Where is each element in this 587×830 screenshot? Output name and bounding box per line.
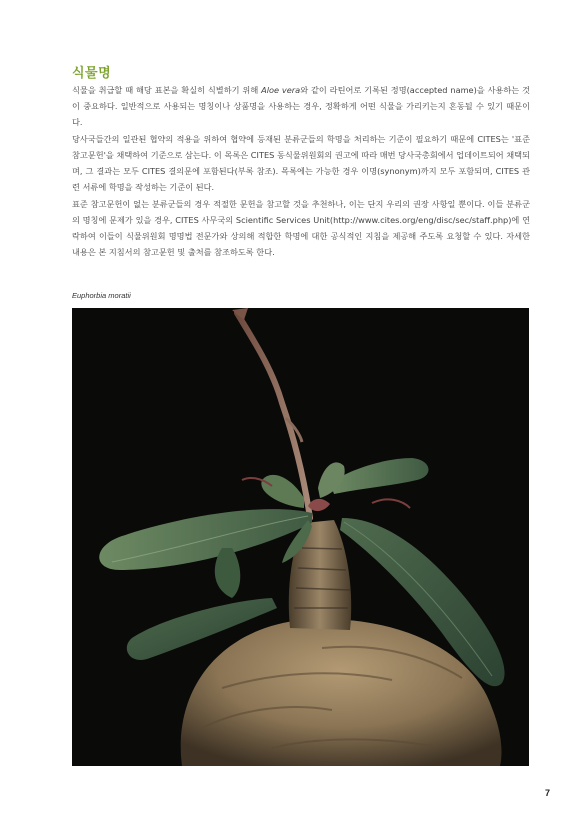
euphorbia-moratii-photo bbox=[72, 308, 529, 766]
paragraph-2: 당사국들간의 일관된 협약의 적용을 위하여 협약에 등재된 분류군들의 학명을 처리하는 기준이 필요하기 때문에 CITES는 '표준 참고문헌'을 채택하여 기준으로 삼는다. 이 목록은 CITES 동식물위원회의 권고에 따라 매번 당사국총회에서 업데이트되어 채택되며, 그 결과는 모두 CITES 결의문에 포함된다(부록 참조). 목록에는 가능한 경우 이명(synonym)까지 모두 포함되며, CITES 관련 서류에 학명을 작성하는 기준이 된다. bbox=[72, 134, 530, 192]
paragraph-1-end: 와 같이 라틴어로 기록된 정명(accepted name)을 사용하는 것이 중요하다. 일반적으로 사용되는 명칭이나 상품명을 사용하는 경우, 정확하게 어떤 식물을 가리키는지 혼동될 수 있기 때문이다. bbox=[72, 85, 530, 127]
photo-caption: Euphorbia moratii bbox=[72, 291, 131, 300]
paragraph-1-italic-name: Aloe vera bbox=[261, 85, 301, 95]
section-heading: 식물명 bbox=[72, 66, 112, 81]
paragraph-1-start: 식물을 취급할 때 해당 표본을 확실히 식별하기 위해 bbox=[72, 85, 262, 95]
page-number: 7 bbox=[545, 788, 551, 798]
paragraph-3: 표준 참고문헌이 없는 분류군들의 경우 적절한 문헌을 참고할 것을 추천하나, 이는 단지 우리의 권장 사항일 뿐이다. 이들 분류군의 명칭에 문제가 있을 경우, CITES 사무국의 Scientific Services Unit(http://www.cites.org/eng/disc/sec/staff.php)에 연락하여 이들이 식물위원회 명명법 전문가와 상의해 적합한 학명에 대한 공식적인 지침을 제공해 주도록 요청할 수 있다. 자세한 내용은 본 지침서의 참고문헌 및 출처를 참조하도록 한다. bbox=[72, 199, 530, 257]
plant-illustration bbox=[72, 308, 529, 766]
paragraph-1 bbox=[72, 82, 530, 130]
body-text bbox=[72, 82, 530, 260]
